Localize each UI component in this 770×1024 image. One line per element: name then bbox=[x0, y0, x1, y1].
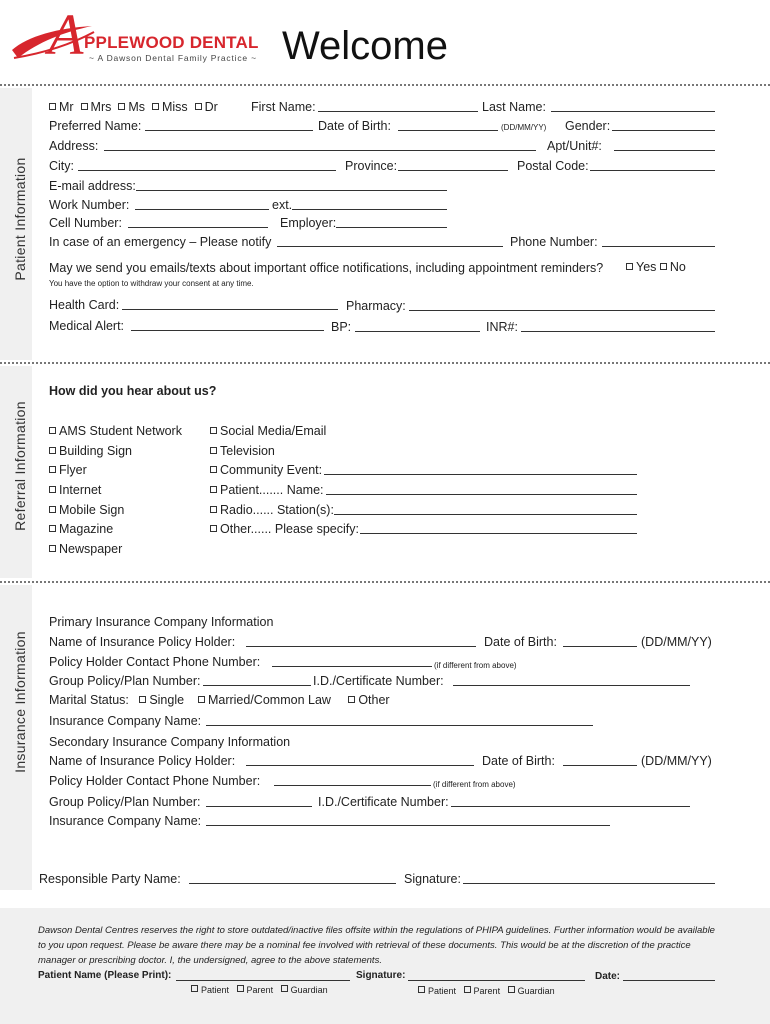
section-divider bbox=[0, 581, 770, 583]
inr-label: INR#: bbox=[486, 320, 518, 334]
section-label-referral: Referral Information bbox=[12, 401, 28, 531]
footer-patient-name-label: Patient Name (Please Print): bbox=[38, 970, 172, 981]
checkbox-no[interactable] bbox=[660, 263, 667, 270]
role-options-2: Patient Parent Guardian bbox=[418, 986, 555, 996]
checkbox[interactable] bbox=[49, 427, 56, 434]
last-name-field[interactable] bbox=[551, 111, 715, 112]
referral-option[interactable]: Building Sign bbox=[49, 445, 132, 458]
footer-signature-label: Signature: bbox=[356, 970, 406, 981]
medical-alert-label: Medical Alert: bbox=[49, 319, 125, 333]
section-label-patient: Patient Information bbox=[12, 157, 28, 281]
first-name-field[interactable] bbox=[318, 111, 478, 112]
secondary-dob-label: Date of Birth: bbox=[482, 754, 555, 768]
health-card-label: Health Card: bbox=[49, 298, 120, 312]
patient-name-field[interactable] bbox=[326, 494, 637, 495]
checkbox-parent[interactable] bbox=[464, 986, 471, 993]
secondary-if-different: (if different from above) bbox=[433, 780, 516, 789]
postal-label: Postal Code: bbox=[517, 159, 589, 173]
province-field[interactable] bbox=[398, 170, 508, 171]
checkbox[interactable] bbox=[49, 447, 56, 454]
referral-option[interactable]: Radio...... Station(s): bbox=[210, 504, 334, 517]
apt-label: Apt/Unit#: bbox=[547, 139, 602, 153]
phone-label: Phone Number: bbox=[510, 235, 598, 249]
ext-field[interactable] bbox=[292, 209, 447, 210]
bp-label: BP: bbox=[331, 320, 352, 334]
checkbox[interactable] bbox=[210, 447, 217, 454]
checkbox[interactable] bbox=[49, 466, 56, 473]
marital-status: Marital Status: Single Married/Common Law Other bbox=[49, 693, 390, 707]
radio-station-field[interactable] bbox=[334, 514, 637, 515]
secondary-dob-field[interactable] bbox=[563, 765, 637, 766]
responsible-party-field[interactable] bbox=[189, 883, 396, 884]
bp-field[interactable] bbox=[355, 331, 480, 332]
gender-label: Gender: bbox=[565, 119, 611, 133]
secondary-company-field[interactable] bbox=[206, 825, 610, 826]
postal-field[interactable] bbox=[590, 170, 715, 171]
secondary-contact-field[interactable] bbox=[274, 785, 431, 786]
last-name-label: Last Name: bbox=[482, 100, 546, 114]
secondary-group-field[interactable] bbox=[206, 806, 312, 807]
city-field[interactable] bbox=[78, 170, 336, 171]
primary-dob-field[interactable] bbox=[563, 646, 637, 647]
footer-signature-field[interactable] bbox=[408, 980, 585, 981]
section-divider bbox=[0, 362, 770, 364]
ext-label: ext. bbox=[272, 198, 293, 212]
dob-field[interactable] bbox=[398, 130, 498, 131]
referral-option[interactable]: Mobile Sign bbox=[49, 504, 124, 517]
medical-alert-field[interactable] bbox=[131, 330, 324, 331]
checkbox-patient[interactable] bbox=[191, 985, 198, 992]
referral-question: How did you hear about us? bbox=[49, 384, 217, 398]
employer-field[interactable] bbox=[336, 227, 447, 228]
cell-number-label: Cell Number: bbox=[49, 216, 122, 230]
referral-option[interactable]: Other...... Please specify: bbox=[210, 523, 359, 536]
secondary-cert-label: I.D./Certificate Number: bbox=[318, 795, 449, 809]
logo-name: PPLEWOOD DENTAL bbox=[84, 33, 259, 52]
gender-field[interactable] bbox=[612, 130, 715, 131]
primary-dob-label: Date of Birth: bbox=[484, 635, 557, 649]
signature-label: Signature: bbox=[404, 872, 461, 886]
secondary-holder-field[interactable] bbox=[246, 765, 474, 766]
checkbox[interactable] bbox=[49, 545, 56, 552]
primary-contact-label: Policy Holder Contact Phone Number: bbox=[49, 655, 261, 669]
community-event-field[interactable] bbox=[324, 474, 637, 475]
health-card-field[interactable] bbox=[122, 309, 338, 310]
checkbox-mrs[interactable] bbox=[81, 103, 88, 110]
checkbox[interactable] bbox=[210, 427, 217, 434]
phone-field[interactable] bbox=[602, 246, 715, 247]
referral-option[interactable]: AMS Student Network bbox=[49, 425, 182, 438]
checkbox-married[interactable] bbox=[198, 696, 205, 703]
referral-option[interactable]: Community Event: bbox=[210, 464, 322, 477]
secondary-insurance-title: Secondary Insurance Company Information bbox=[49, 735, 291, 749]
secondary-holder-label: Name of Insurance Policy Holder: bbox=[49, 754, 236, 768]
checkbox-patient[interactable] bbox=[418, 986, 425, 993]
preferred-name-label: Preferred Name: bbox=[49, 119, 142, 133]
signature-field[interactable] bbox=[463, 883, 715, 884]
emergency-field[interactable] bbox=[277, 246, 503, 247]
checkbox-guardian[interactable] bbox=[508, 986, 515, 993]
employer-label: Employer: bbox=[280, 216, 337, 230]
checkbox-mr[interactable] bbox=[49, 103, 56, 110]
primary-company-label: Insurance Company Name: bbox=[49, 714, 202, 728]
page-title: Welcome bbox=[282, 24, 448, 68]
work-number-label: Work Number: bbox=[49, 198, 130, 212]
logo-tagline: ~ A Dawson Dental Family Practice ~ bbox=[89, 53, 257, 63]
secondary-company-label: Insurance Company Name: bbox=[49, 814, 202, 828]
checkbox[interactable] bbox=[49, 525, 56, 532]
checkbox-dr[interactable] bbox=[195, 103, 202, 110]
referral-option[interactable]: Newspaper bbox=[49, 543, 122, 556]
dob-format: (DD/MM/YY) bbox=[501, 123, 547, 132]
pharmacy-field[interactable] bbox=[409, 310, 715, 311]
consent-options: Yes No bbox=[626, 261, 686, 274]
marital-label: Marital Status: bbox=[49, 693, 129, 707]
footer-date-label: Date: bbox=[595, 971, 621, 982]
checkbox[interactable] bbox=[49, 506, 56, 513]
footer-patient-name-field[interactable] bbox=[176, 980, 350, 981]
checkbox-ms[interactable] bbox=[118, 103, 125, 110]
city-label: City: bbox=[49, 159, 74, 173]
primary-dob-format: (DD/MM/YY) bbox=[641, 635, 712, 649]
consent-question: May we send you emails/texts about important office notifications, including appointment reminders? bbox=[49, 261, 604, 275]
section-divider bbox=[0, 84, 770, 86]
first-name-label: First Name: bbox=[251, 100, 316, 114]
pharmacy-label: Pharmacy: bbox=[346, 299, 406, 313]
secondary-group-label: Group Policy/Plan Number: bbox=[49, 795, 201, 809]
checkbox[interactable] bbox=[210, 525, 217, 532]
apt-field[interactable] bbox=[614, 150, 715, 151]
referral-option[interactable]: Flyer bbox=[49, 464, 87, 477]
referral-option[interactable]: Patient....... Name: bbox=[210, 484, 324, 497]
checkbox-miss[interactable] bbox=[152, 103, 159, 110]
primary-company-field[interactable] bbox=[206, 725, 593, 726]
checkbox-parent[interactable] bbox=[237, 985, 244, 992]
other-specify-field[interactable] bbox=[360, 533, 637, 534]
email-field[interactable] bbox=[136, 190, 447, 191]
checkbox[interactable] bbox=[210, 486, 217, 493]
cell-number-field[interactable] bbox=[128, 227, 268, 228]
dob-label: Date of Birth: bbox=[318, 119, 391, 133]
consent-note: You have the option to withdraw your consent at any time. bbox=[49, 279, 254, 288]
primary-cert-field[interactable] bbox=[453, 685, 690, 686]
checkbox[interactable] bbox=[210, 466, 217, 473]
primary-contact-field[interactable] bbox=[272, 666, 432, 667]
footer-date-field[interactable] bbox=[623, 980, 715, 981]
preferred-name-field[interactable] bbox=[145, 130, 313, 131]
secondary-dob-format: (DD/MM/YY) bbox=[641, 754, 712, 768]
work-number-field[interactable] bbox=[135, 209, 269, 210]
primary-group-label: Group Policy/Plan Number: bbox=[49, 674, 201, 688]
province-label: Province: bbox=[345, 159, 398, 173]
referral-option[interactable]: Internet bbox=[49, 484, 101, 497]
checkbox-other[interactable] bbox=[348, 696, 355, 703]
checkbox-single[interactable] bbox=[139, 696, 146, 703]
emergency-label: In case of an emergency – Please notify bbox=[49, 235, 272, 249]
title-options: Mr Mrs Ms Miss Dr bbox=[49, 101, 218, 114]
address-field[interactable] bbox=[104, 150, 536, 151]
checkbox-guardian[interactable] bbox=[281, 985, 288, 992]
logo-letter: A bbox=[48, 2, 84, 67]
primary-holder-label: Name of Insurance Policy Holder: bbox=[49, 635, 236, 649]
address-label: Address: bbox=[49, 139, 99, 153]
checkbox[interactable] bbox=[49, 486, 56, 493]
checkbox[interactable] bbox=[210, 506, 217, 513]
section-label-insurance: Insurance Information bbox=[12, 631, 28, 773]
referral-option[interactable]: Television bbox=[210, 445, 275, 458]
primary-insurance-title: Primary Insurance Company Information bbox=[49, 615, 274, 629]
primary-if-different: (if different from above) bbox=[434, 661, 517, 670]
responsible-party-label: Responsible Party Name: bbox=[39, 872, 181, 886]
secondary-cert-field[interactable] bbox=[451, 806, 690, 807]
role-options-1: Patient Parent Guardian bbox=[191, 985, 328, 995]
primary-holder-field[interactable] bbox=[246, 646, 476, 647]
inr-field[interactable] bbox=[521, 331, 715, 332]
referral-option[interactable]: Social Media/Email bbox=[210, 425, 326, 438]
primary-cert-label: I.D./Certificate Number: bbox=[313, 674, 444, 688]
disclaimer-text: Dawson Dental Centres reserves the right to store outdated/inactive files offsite within the regulations of PHIPA guidelines. Further information would be available to you upon request. Please be aware there may be a nominal fee involved with retrieval of these documents. This would be at the discretion of the practice manager or prescribing doctor. I, the undersigned, agree to the above statements. bbox=[38, 925, 715, 966]
secondary-contact-label: Policy Holder Contact Phone Number: bbox=[49, 774, 261, 788]
referral-option[interactable]: Magazine bbox=[49, 523, 113, 536]
checkbox-yes[interactable] bbox=[626, 263, 633, 270]
primary-group-field[interactable] bbox=[203, 685, 311, 686]
email-label: E-mail address: bbox=[49, 179, 136, 193]
